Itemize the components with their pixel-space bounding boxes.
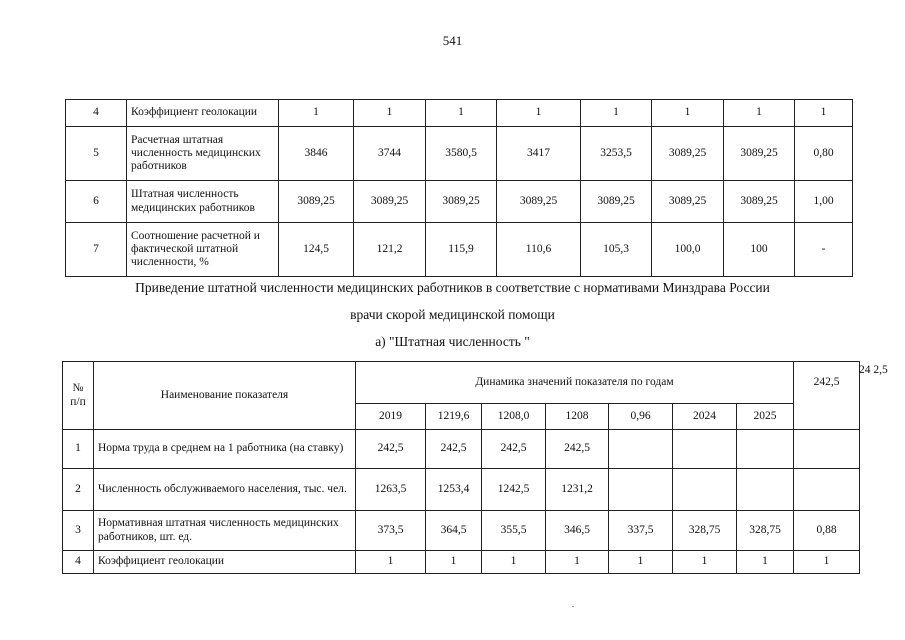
year-header: 1208,0	[482, 404, 546, 430]
cell-value: 3089,25	[652, 181, 724, 223]
cell-value: 3089,25	[652, 127, 724, 181]
cell-value: 1	[673, 551, 737, 574]
cell-value: 3089,25	[497, 181, 581, 223]
year-header: 0,96	[609, 404, 673, 430]
cell-value: 100,0	[652, 223, 724, 277]
row-number: 5	[66, 127, 127, 181]
empty-cell	[794, 404, 860, 430]
table-row	[66, 127, 853, 181]
table-row	[63, 511, 860, 551]
cell-value	[794, 469, 860, 511]
row-number: 7	[66, 223, 127, 277]
cell-value: 110,6	[497, 223, 581, 277]
header-dynamics: Динамика значений показателя по годам	[356, 362, 794, 404]
row-label: Численность обслуживаемого населения, тыс. чел.	[94, 469, 356, 511]
header-name: Наименование показателя	[94, 362, 356, 430]
cell-value: 1	[794, 551, 860, 574]
cell-value	[737, 469, 794, 511]
scan-mark	[572, 606, 574, 607]
row-number: 4	[66, 100, 127, 127]
cell-value: 1	[497, 100, 581, 127]
page-number: 541	[442, 33, 463, 48]
cell-value: 3089,25	[724, 181, 795, 223]
cell-value: 328,75	[737, 511, 794, 551]
row-number: 3	[63, 511, 94, 551]
cell-value: 105,3	[581, 223, 652, 277]
cell-value: 1	[737, 551, 794, 574]
cell-value: 1253,4	[426, 469, 482, 511]
cell-value: 1263,5	[356, 469, 426, 511]
table-row	[63, 430, 860, 469]
cell-value: 1	[426, 551, 482, 574]
cell-value	[673, 469, 737, 511]
cell-value: 1	[652, 100, 724, 127]
cell-value: 1	[356, 551, 426, 574]
cell-value: 3089,25	[724, 127, 795, 181]
cell-value: 1242,5	[482, 469, 546, 511]
row-label: Коэффициент геолокации	[94, 551, 356, 574]
cell-value: 373,5	[356, 511, 426, 551]
cell-value: 3253,5	[581, 127, 652, 181]
cell-value	[609, 469, 673, 511]
cell-value: 1	[279, 100, 354, 127]
cell-value: 0,88	[794, 511, 860, 551]
row-label: Нормативная штатная численность медицинских работников, шт. ед.	[94, 511, 356, 551]
cell-value: -	[795, 223, 853, 277]
row-number: 1	[63, 430, 94, 469]
cell-value: 100	[724, 223, 795, 277]
cell-value: 364,5	[426, 511, 482, 551]
cell-value: 3744	[354, 127, 426, 181]
cell-value: 3089,25	[426, 181, 497, 223]
margin-note: 24 2,5	[859, 364, 888, 376]
row-label: Штатная численность медицинских работников	[127, 181, 279, 223]
cell-value: 3089,25	[354, 181, 426, 223]
table-row	[66, 181, 853, 223]
row-label: Норма труда в среднем на 1 работника (на ставку)	[94, 430, 356, 469]
table-row	[63, 551, 860, 574]
row-number: 4	[63, 551, 94, 574]
table-row	[66, 100, 853, 127]
cell-value: 1	[581, 100, 652, 127]
row-number: 6	[66, 181, 127, 223]
row-label: Расчетная штатная численность медицинских работников	[127, 127, 279, 181]
cell-value: 1	[795, 100, 853, 127]
cell-value: 1	[426, 100, 497, 127]
cell-value: 1	[609, 551, 673, 574]
cell-value	[794, 430, 860, 469]
staffing-table	[62, 361, 860, 574]
cell-value: 0,80	[795, 127, 853, 181]
row-label: Коэффициент геолокации	[127, 100, 279, 127]
cell-value: 3089,25	[279, 181, 354, 223]
section-heading: Приведение штатной численности медицинских работников в соответствие с нормативами Минздрава России	[135, 280, 770, 295]
cell-value: 328,75	[673, 511, 737, 551]
row-label: Соотношение расчетной и фактической штатной численности, %	[127, 223, 279, 277]
cell-value: 121,2	[354, 223, 426, 277]
cell-value: 1,00	[795, 181, 853, 223]
year-header: 2024	[673, 404, 737, 430]
row-number: 2	[63, 469, 94, 511]
cell-value: 242,5	[426, 430, 482, 469]
year-header: 1219,6	[426, 404, 482, 430]
cell-value: 124,5	[279, 223, 354, 277]
cell-value: 1	[482, 551, 546, 574]
cell-value: 242,5	[356, 430, 426, 469]
table-caption: а) "Штатная численность "	[375, 334, 530, 349]
cell-value	[737, 430, 794, 469]
cell-value: 242,5	[546, 430, 609, 469]
table-row	[66, 223, 853, 277]
cell-value: 346,5	[546, 511, 609, 551]
cell-value: 3417	[497, 127, 581, 181]
cell-value: 242,5	[482, 430, 546, 469]
header-num: № п/п	[63, 362, 94, 430]
cell-value: 3089,25	[581, 181, 652, 223]
year-header: 2019	[356, 404, 426, 430]
cell-value: 1	[354, 100, 426, 127]
table-row	[63, 469, 860, 511]
header-extra: 242,5	[794, 362, 860, 404]
cell-value	[673, 430, 737, 469]
year-header: 1208	[546, 404, 609, 430]
cell-value: 1	[546, 551, 609, 574]
table-continued	[65, 99, 853, 277]
cell-value	[609, 430, 673, 469]
year-header: 2025	[737, 404, 794, 430]
section-subheading: врачи скорой медицинской помощи	[350, 307, 555, 322]
cell-value: 3580,5	[426, 127, 497, 181]
cell-value: 1231,2	[546, 469, 609, 511]
cell-value: 3846	[279, 127, 354, 181]
cell-value: 115,9	[426, 223, 497, 277]
cell-value: 337,5	[609, 511, 673, 551]
cell-value: 1	[724, 100, 795, 127]
cell-value: 355,5	[482, 511, 546, 551]
